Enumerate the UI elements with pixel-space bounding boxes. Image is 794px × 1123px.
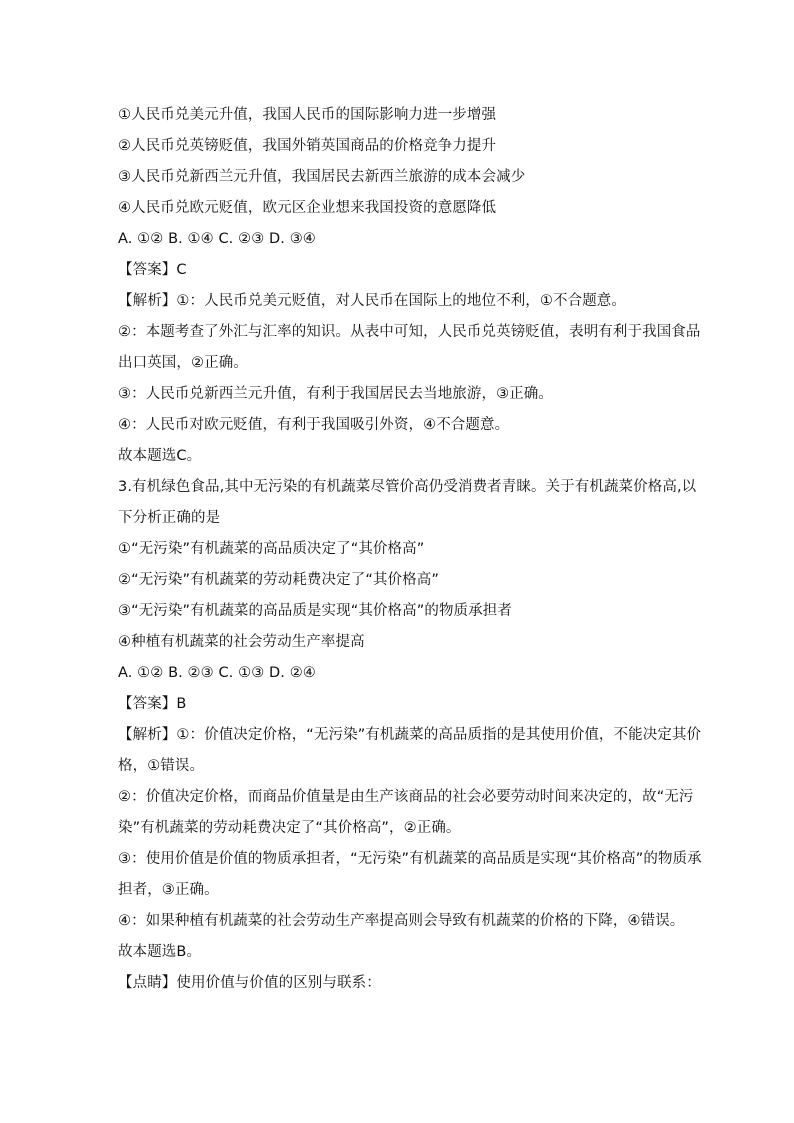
answer-choices: A. ①② B. ②③ C. ①③ D. ②④ (118, 665, 316, 681)
option-statement-2: ②“无污染”有机蔬菜的劳动耗费决定了“其价格高” (118, 572, 439, 588)
option-statement-1: ①“无污染”有机蔬菜的高品质决定了“其价格高” (118, 541, 425, 557)
conclusion-line: 故本题选B。 (118, 944, 202, 960)
document-body (118, 100, 702, 999)
analysis-line: 出口英国，②正确。 (118, 355, 248, 371)
analysis-line: 染”有机蔬菜的劳动耗费决定了“其价格高”，②正确。 (118, 820, 461, 836)
analysis-line: 【解析】①：人民币兑美元贬值，对人民币在国际上的地位不利，①不合题意。 (118, 293, 626, 309)
analysis-line: ④：人民币对欧元贬值，有利于我国吸引外资，④不合题意。 (118, 417, 510, 433)
answer-choices: A. ①② B. ①④ C. ②③ D. ③④ (118, 231, 316, 247)
analysis-line: 担者，③正确。 (118, 882, 219, 898)
analysis-line: ②：本题考查了外汇与汇率的知识。从表中可知，人民币兑英镑贬值，表明有利于我国食品 (118, 324, 701, 340)
answer-line: 【答案】C (118, 262, 187, 278)
option-statement-4: ④种植有机蔬菜的社会劳动生产率提高 (118, 634, 365, 650)
analysis-line: 格，①错误。 (118, 758, 205, 774)
analysis-line: ④：如果种植有机蔬菜的社会劳动生产率提高则会导致有机蔬菜的价格的下降，④错误。 (118, 913, 685, 929)
option-statement-4: ④人民币兑欧元贬值，欧元区企业想来我国投资的意愿降低 (118, 200, 497, 216)
tip-line: 【点睛】使用价值与价值的区别与联系： (118, 975, 381, 991)
option-statement-1: ①人民币兑美元升值，我国人民币的国际影响力进一步增强 (118, 107, 497, 123)
answer-line: 【答案】B (118, 696, 187, 712)
option-statement-2: ②人民币兑英镑贬值，我国外销英国商品的价格竞争力提升 (118, 138, 497, 154)
question-text: 3.有机绿色食品,其中无污染的有机蔬菜尽管价高仍受消费者青睐。关于有机蔬菜价格高,以 (118, 479, 697, 495)
option-statement-3: ③人民币兑新西兰元升值，我国居民去新西兰旅游的成本会减少 (118, 169, 526, 185)
analysis-line: ③：使用价值是价值的物质承担者，“无污染”有机蔬菜的高品质是实现“其价格高”的物质承 (118, 851, 702, 867)
option-statement-3: ③“无污染”有机蔬菜的高品质是实现“其价格高”的物质承担者 (118, 603, 512, 619)
analysis-line: ③：人民币兑新西兰元升值，有利于我国居民去当地旅游，③正确。 (118, 386, 553, 402)
analysis-line: ②：价值决定价格，而商品价值量是由生产该商品的社会必要劳动时间来决定的，故“无污 (118, 789, 694, 805)
question-text: 下分析正确的是 (118, 510, 221, 526)
conclusion-line: 故本题选C。 (118, 448, 202, 464)
analysis-line: 【解析】①：价值决定价格，“无污染”有机蔬菜的高品质指的是其使用价值，不能决定其价 (118, 727, 702, 743)
